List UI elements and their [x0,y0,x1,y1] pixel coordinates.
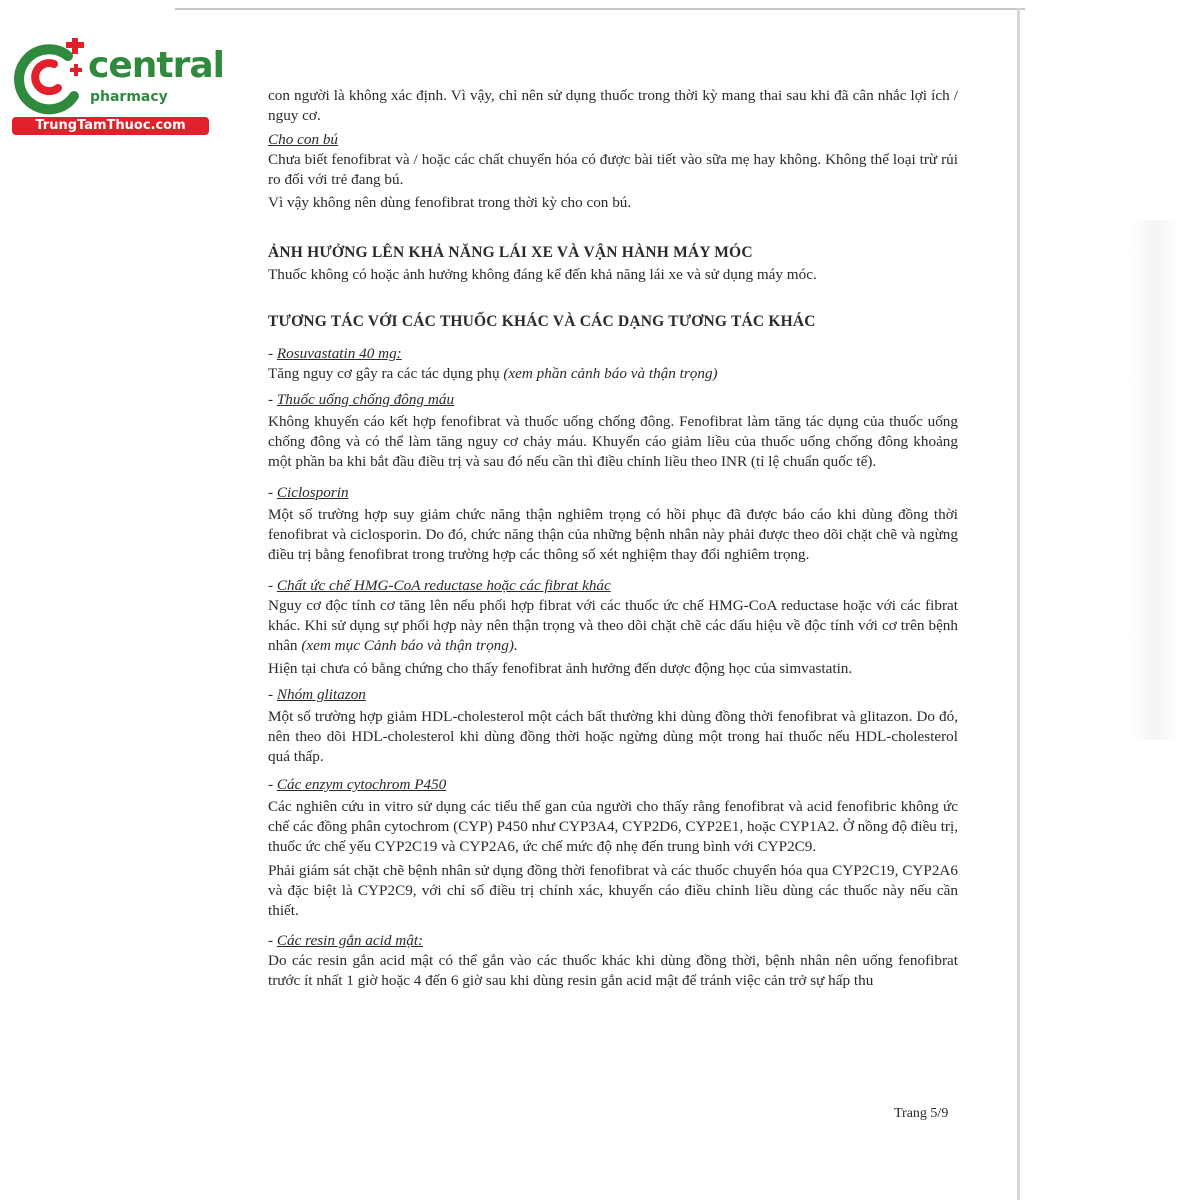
pharmacy-cross-icon [10,38,90,118]
heading-driving: ẢNH HƯỞNG LÊN KHẢ NĂNG LÁI XE VÀ VẬN HÀNH MÁY MÓC [268,244,753,261]
paragraph-breastfeeding-advice: Vì vậy không nên dùng fenofibrat trong thời kỳ cho con bú. [268,194,632,211]
paragraph-hmg-coa: Nguy cơ độc tính cơ tăng lên nếu phối hợp fibrat với các thuốc ức chế HMG-CoA reductase hoặc với các fibrat khác. Khi sử dụng sự phối hợp này nên thận trọng và theo dõi chặt chẽ các dấu hiệu về độc tính với cơ trên bệnh nhân (xem mục Cảnh báo và thận trọng). [268,597,958,654]
paragraph-driving: Thuốc không có hoặc ảnh hưởng không đáng kể đến khả năng lái xe và sử dụng máy móc. [268,266,817,283]
paragraph-rosuvastatin: Tăng nguy cơ gây ra các tác dụng phụ (xem phần cảnh báo và thận trọng) [268,365,718,382]
subheading-ciclosporin: - Ciclosporin [268,484,349,501]
subheading-anticoagulants: - Thuốc uống chống đông máu [268,391,455,408]
subheading-rosuvastatin: - Rosuvastatin 40 mg: [268,345,402,362]
paragraph-cytochrome: Các nghiên cứu in vitro sử dụng các tiểu thể gan của người cho thấy rằng fenofibrat và acid fenofibric không ức chế các đồng phân cytochrom (CYP) P450 như CYP3A4, CYP2D6, CYP2E1, hoặc CYP1A2. Ở nồng độ điều trị, thuốc ức chế yếu CYP2C19 và CYP2A6, ức chế mức độ nhẹ đến trung bình với CYP2C9. [268,798,958,855]
paragraph-monitoring: Phải giám sát chặt chẽ bệnh nhân sử dụng đồng thời fenofibrat và các thuốc chuyển hóa qua CYP2C19, CYP2A6 và đặc biệt là CYP2C9, với chỉ số điều trị chính xác, khuyến cáo điều chỉnh liều dùng các thuốc này nếu cần thiết. [268,862,958,919]
logo-website-bar: TrungTamThuoc.com [12,117,209,135]
paragraph-glitazon: Một số trường hợp giảm HDL-cholesterol một cách bất thường khi dùng đồng thời fenofibrat và glitazon. Do đó, nên theo dõi HDL-cholesterol khi dùng đồng thời hoặc ngừng dùng một trong hai thuốc nếu HDL-cholesterol quá thấp. [268,708,958,765]
scan-shadow [1130,220,1180,740]
paragraph-breastfeeding: Chưa biết fenofibrat và / hoặc các chất chuyển hóa có được bài tiết vào sữa mẹ hay không. Không thể loại trừ rủi ro đối với trẻ đang bú. [268,151,958,188]
subheading-glitazon: - Nhóm glitazon [268,686,366,703]
central-pharmacy-logo[interactable] [10,38,224,138]
paragraph-pregnancy-end: con người là không xác định. Vì vậy, chỉ nên sử dụng thuốc trong thời kỳ mang thai sau khi đã cân nhắc lợi ích / nguy cơ. [268,87,958,124]
subheading-cytochrome: - Các enzym cytochrom P450 [268,776,447,793]
subheading-bile-acid-resins: - Các resin gắn acid mật: [268,932,424,949]
document-body [268,86,958,991]
subheading-breastfeeding: Cho con bú [268,131,339,148]
subheading-hmg-coa: - Chất ức chế HMG-CoA reductase hoặc các fibrat khác [268,577,611,594]
scan-edge-right [1017,8,1020,1200]
page-number: Trang 5/9 [894,1106,949,1121]
paragraph-bile-acid-resins: Do các resin gắn acid mật có thể gắn vào các thuốc khác khi dùng đồng thời, bệnh nhân nên uống fenofibrat trước ít nhất 1 giờ hoặc 4 đến 6 giờ sau khi dùng resin gắn acid mật để tránh việc cản trở sự hấp thu [268,952,958,989]
logo-brand-text: central [88,45,224,86]
scan-edge-top [175,8,1025,10]
heading-interactions: TƯƠNG TÁC VỚI CÁC THUỐC KHÁC VÀ CÁC DẠNG TƯƠNG TÁC KHÁC [268,313,816,330]
logo-sub-text: pharmacy [90,89,168,105]
paragraph-simvastatin: Hiện tại chưa có bằng chứng cho thấy fenofibrat ảnh hưởng đến dược động học của simvastatin. [268,660,853,677]
paragraph-ciclosporin: Một số trường hợp suy giảm chức năng thận nghiêm trọng có hồi phục đã được báo cáo khi dùng đồng thời fenofibrat và ciclosporin. Do đó, chức năng thận của những bệnh nhân này phải được theo dõi chặt chẽ và ngừng điều trị bằng fenofibrat trong trường hợp các thông số xét nghiệm thay đổi nghiêm trọng. [268,506,958,563]
paragraph-anticoagulants: Không khuyến cáo kết hợp fenofibrat và thuốc uống chống đông. Fenofibrat làm tăng tác dụng của thuốc uống chống đông và có thể làm tăng nguy cơ chảy máu. Khuyến cáo giảm liều của thuốc uống chống đông khoảng một phần ba khi bắt đầu điều trị và sau đó nếu cần thì điều chỉnh liều theo INR (tỉ lệ chuẩn quốc tế). [268,413,958,470]
